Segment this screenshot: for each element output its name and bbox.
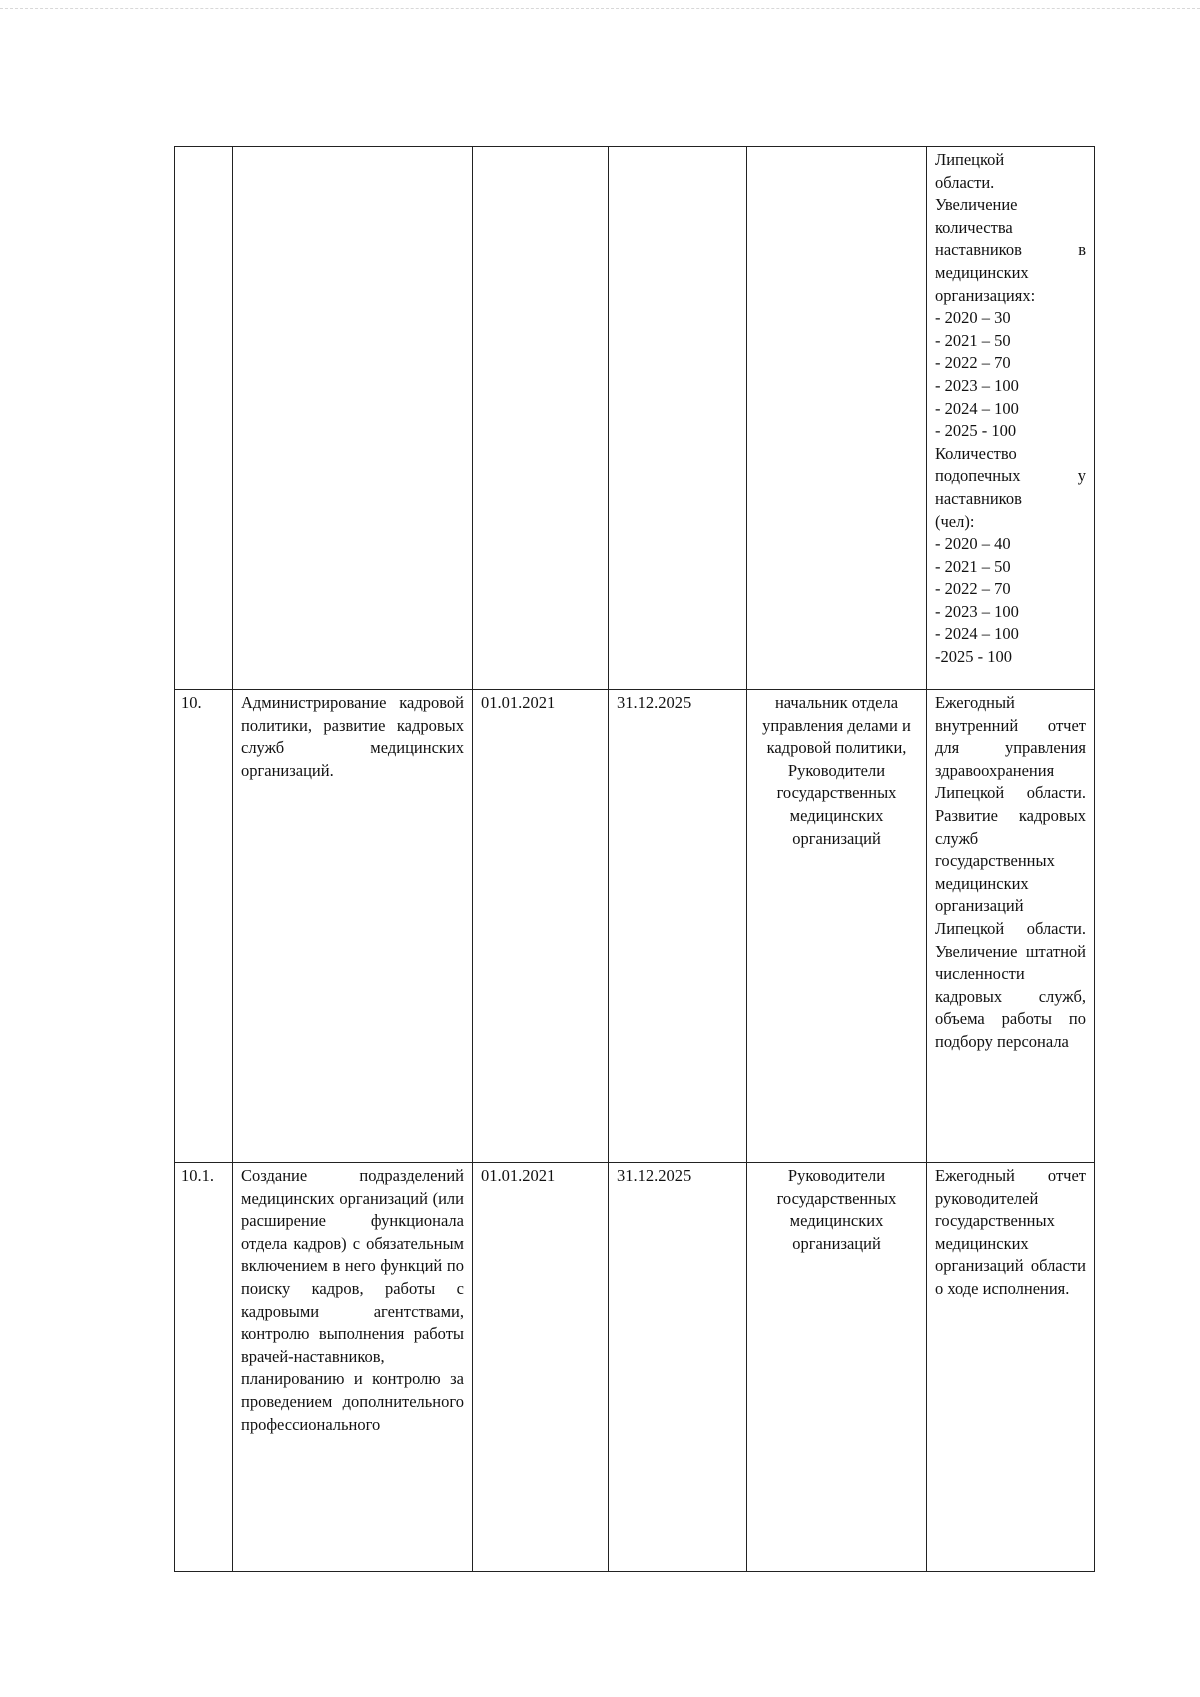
start-date-cell: 01.01.2021 [473,1163,609,1572]
table-row [175,690,1095,1163]
result-line: медицинских [935,262,1029,282]
end-date-cell: 31.12.2025 [609,1163,747,1572]
result-line: - 2021 – 50 [935,556,1011,576]
activity-name-cell: Создание подразделений медицинских организаций (или расширение функционала отдела кадров) с обязательным включением в него функций по поиску кадров, работы с кадровыми агентствами, контролю выполнения работы врачей-наставников, планированию и контролю за проведением дополнительного профессионального [233,1163,473,1572]
end-date-cell: 31.12.2025 [609,690,747,1163]
result-line: наставников в [935,240,1086,260]
result-line: - 2021 – 50 [935,330,1011,350]
result-line: - 2023 – 100 [935,601,1019,621]
result-cell [927,147,1095,690]
result-cell: Ежегодный внутренний отчет для управления здравоохранения Липецкой области. Развитие кадровых служб государственных медицинских организаций Липецкой области. Увеличение штатной численности кадровых служб, объема работы по подбору персонала [927,690,1095,1163]
result-line: - 2022 – 70 [935,353,1011,373]
activity-name-cell [233,147,473,690]
result-line: подопечных у [935,466,1086,486]
result-line: - 2023 – 100 [935,375,1019,395]
result-line: -2025 - 100 [935,647,1012,667]
result-line: количества [935,217,1013,237]
result-line: - 2024 – 100 [935,624,1019,644]
row-number-cell: 10.1. [175,1163,233,1572]
result-line: - 2025 - 100 [935,421,1017,441]
plan-table [174,146,1095,1572]
table-row [175,147,1095,690]
result-line: наставников [935,488,1022,508]
result-line: области. [935,172,995,192]
result-line: - 2020 – 40 [935,534,1011,554]
result-line: - 2020 – 30 [935,308,1011,328]
start-date-cell [473,147,609,690]
result-line: - 2024 – 100 [935,398,1019,418]
result-line: Количество [935,443,1017,463]
page-top-edge [0,8,1200,9]
row-number-cell [175,147,233,690]
result-line: Липецкой [935,150,1005,169]
responsible-cell: Руководители государственных медицинских организаций [747,1163,927,1572]
end-date-cell [609,147,747,690]
activity-name-cell: Администрирование кадровой политики, развитие кадровых служб медицинских организаций. [233,690,473,1163]
result-line: Увеличение [935,195,1018,215]
start-date-cell: 01.01.2021 [473,690,609,1163]
result-line: (чел): [935,511,975,531]
responsible-cell [747,147,927,690]
row-number-cell: 10. [175,690,233,1163]
responsible-cell: начальник отдела управления делами и кадровой политики, Руководители государственных медицинских организаций [747,690,927,1163]
result-cell: Ежегодный отчет руководителей государственных медицинских организаций области о ходе исполнения. [927,1163,1095,1572]
result-line: организациях: [935,285,1036,305]
result-line: - 2022 – 70 [935,579,1011,599]
table-row [175,1163,1095,1572]
